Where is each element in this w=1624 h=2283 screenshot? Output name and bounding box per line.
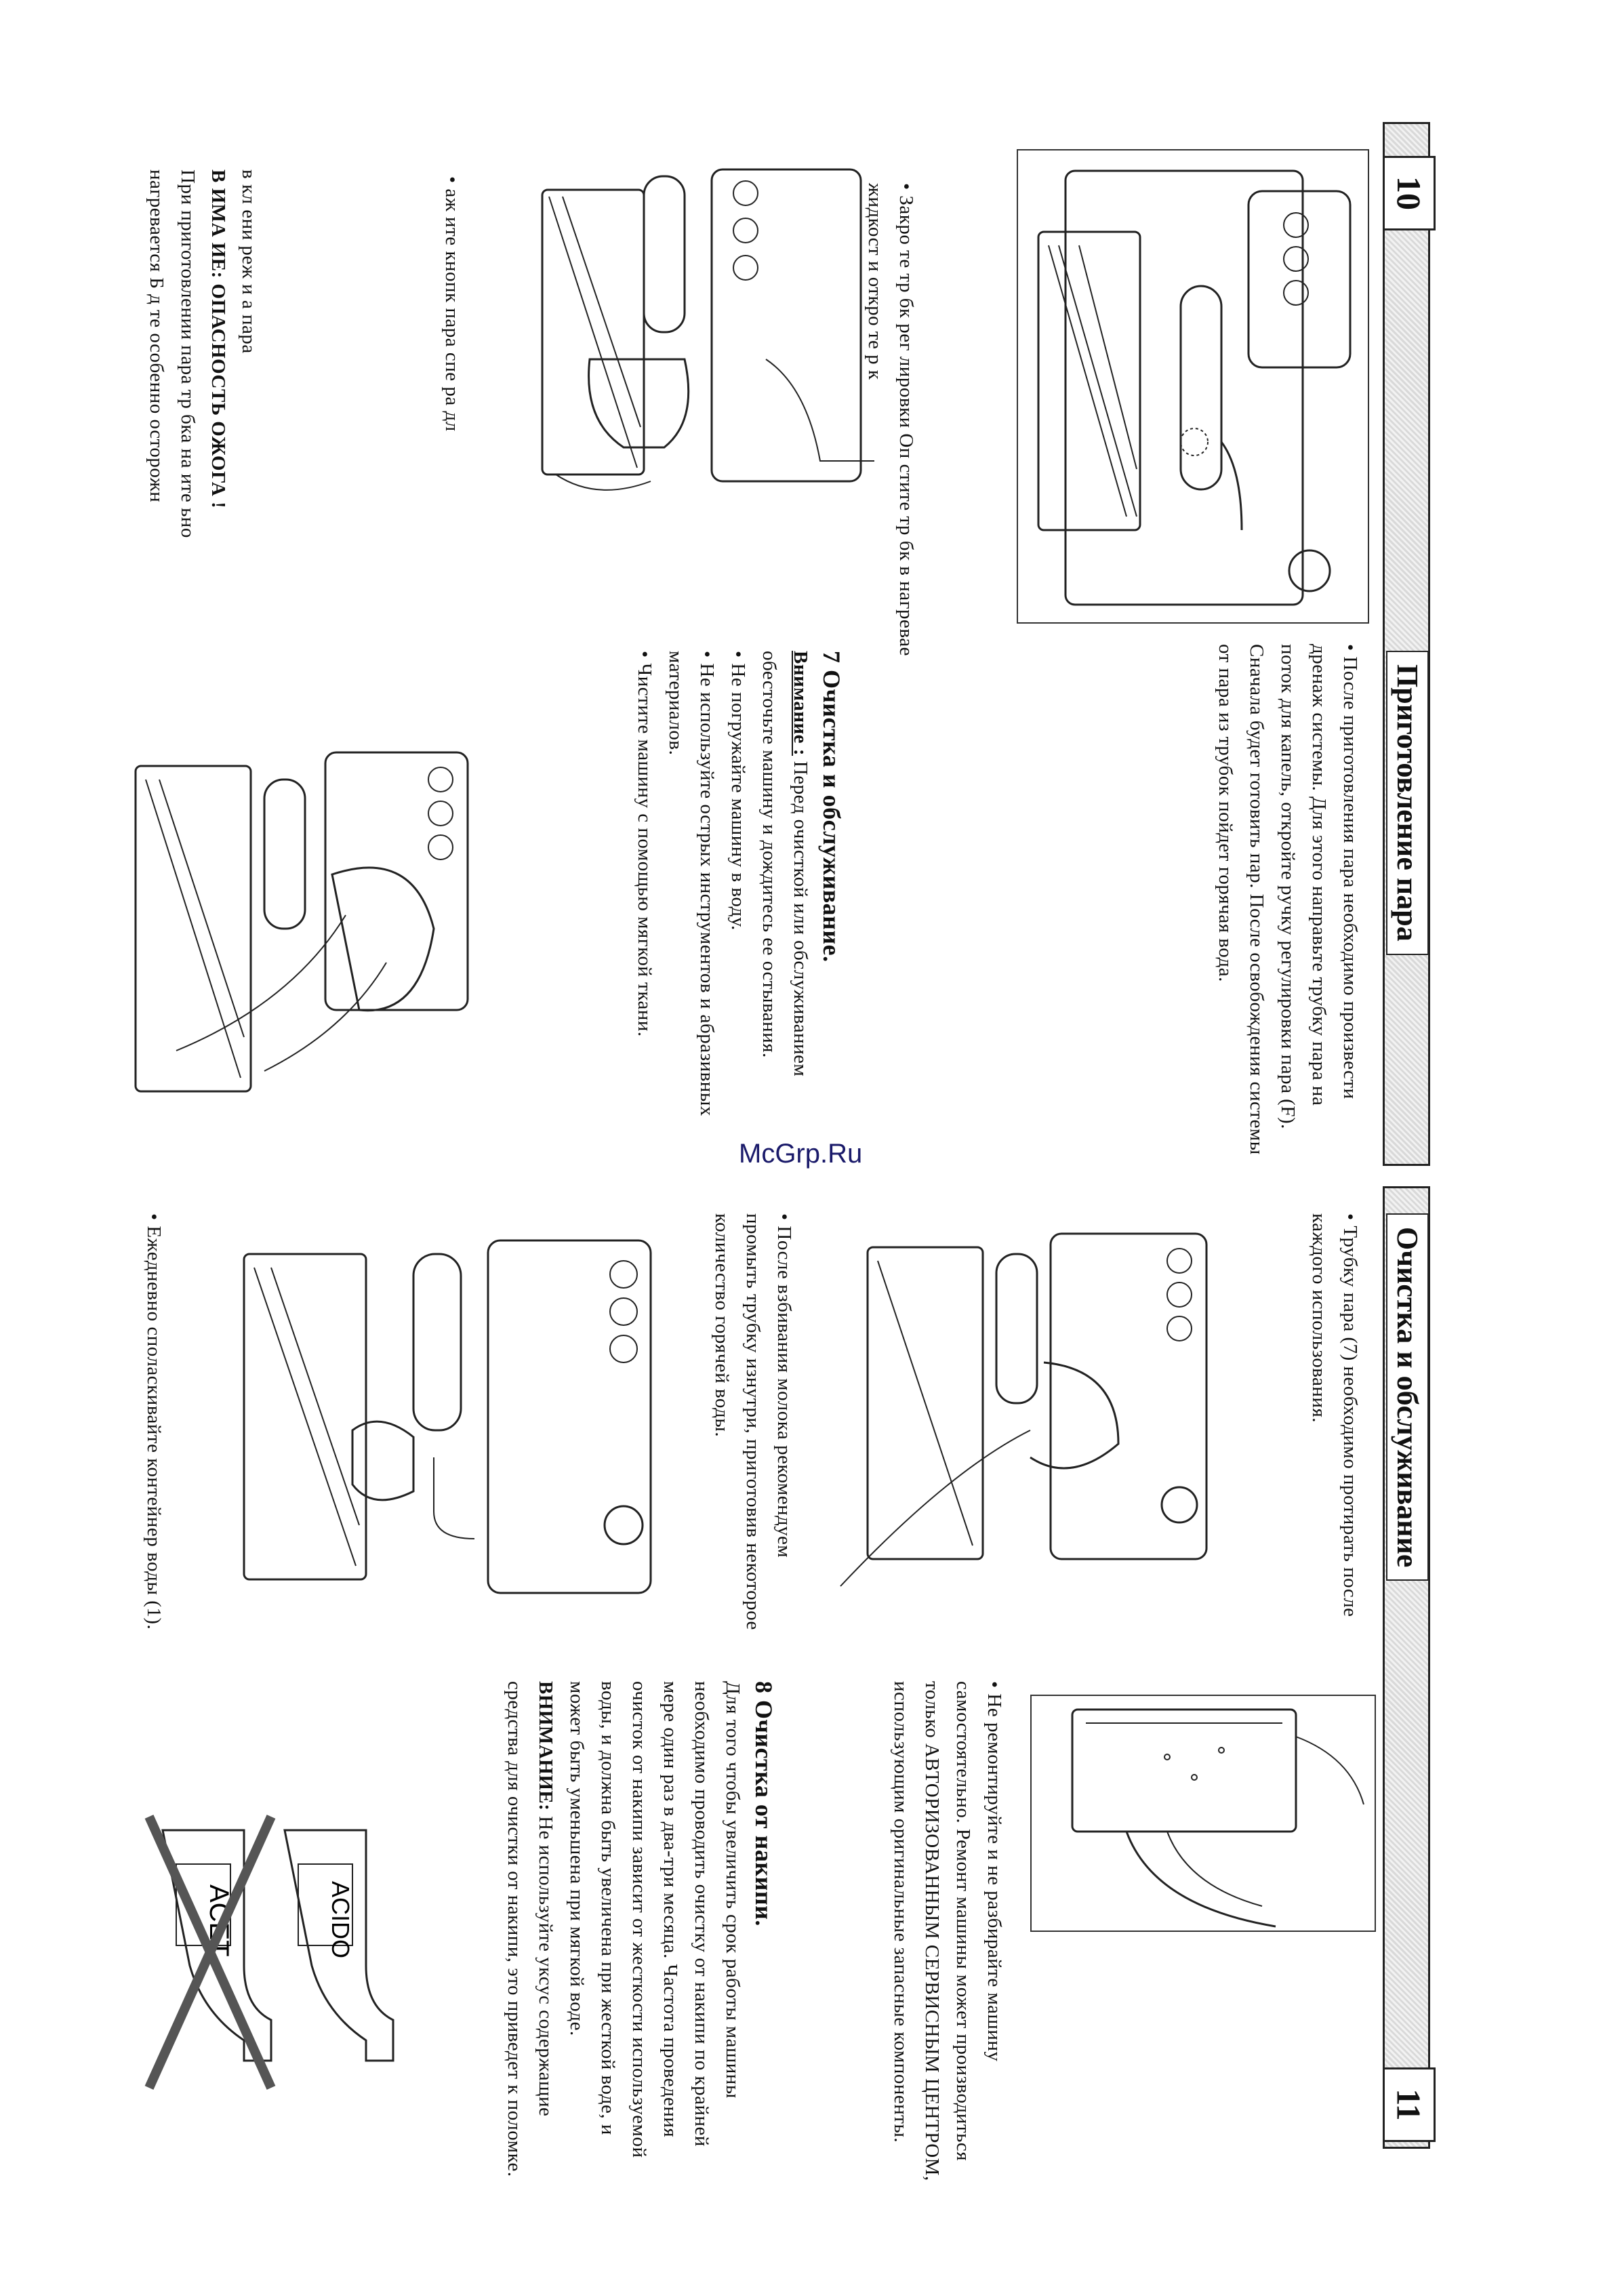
- cleaning-bullet-3: • Чистите машину с помощью мягкой ткани.: [634, 651, 655, 1037]
- watermark: McGrp.Ru: [739, 1139, 863, 1169]
- wipe-steam-pipe-illustration: [840, 1207, 1220, 1586]
- wipe-steam-pipe-text: • Трубку пара (7) необходимо протирать после каждого использования.: [1308, 1213, 1361, 1617]
- cleaning-attention: [754, 651, 816, 1139]
- water-container-illustration: [1030, 1695, 1376, 1932]
- section-title-steam: Приготовление пара: [1386, 651, 1429, 955]
- repair-warning-text: • Не ремонтируйте и не разбирайте машину самостоятельно. Ремонт машины может производиться только АВТОРИЗОВАННЫМ СЕРВИСНЫМ ЦЕНТРОМ, использующим оригинальные запасные компоненты.: [890, 1681, 1005, 2181]
- cleaning-title: 7 Очистка и обслуживание.: [818, 651, 845, 963]
- page-10-header-bar: [1383, 122, 1430, 1166]
- bottle-label-acet: ACET: [204, 1884, 234, 1957]
- rinse-water-container-text: • Ежедневно споласкивайте контейнер воды (1).: [143, 1213, 165, 1630]
- steam-mode-text: в кл ени реж и а пара: [238, 169, 260, 354]
- cleaning-attention-label: Внимание :: [790, 651, 811, 756]
- coffee-machine-icon: [1018, 150, 1371, 625]
- burn-warning-label: В ИМА ИЕ: ОПАСНОСТЬ ОЖОГА !: [207, 169, 229, 509]
- descale-section: [499, 1681, 779, 2183]
- press-steam-button-text: • аж ите кнопк пара спе ра дл: [441, 176, 463, 432]
- steam-instructions-text: • После приготовления пара необходимо произвести дренаж системы. Для этого направьте трубку пара на поток для капель, откройте ручку регулировки пара (F). Сначала будет готовить пар. После освобождения системы от пара из трубок пойдет горячая вода.: [1215, 644, 1361, 1155]
- page-number-11: 11: [1383, 2067, 1436, 2142]
- cloth-cleaning-illustration: [129, 739, 481, 1118]
- crossed-bottles-icon: [136, 1803, 393, 2101]
- cleaning-attention-text: Перед очисткой или обслуживанием обесточьте машину и дождитесь ее остывания.: [758, 651, 811, 1077]
- bottle-label-acido: ACIDO: [327, 1881, 354, 1959]
- descale-text: Для того чтобы увеличить срок работы машины необходимо проводить очистку от накипи по крайней мере один раз в два-три месяца. Частота проведения очисток от накипи зависит от жесткости используемой воды, и должна быть увеличена при жесткой воде, и может быть уменьшена при мягкой воде.: [566, 1681, 744, 2158]
- water-container-icon: [1032, 1696, 1377, 1933]
- page-number-10: 10: [1383, 156, 1436, 230]
- descale-attention-label: ВНИМАНИЕ:: [535, 1681, 556, 1811]
- burn-warning-text: При приготовлении пара тр бка на ите ьно нагревается Б д те особенно осторожн: [146, 169, 199, 538]
- steam-jug-illustration: [529, 136, 881, 515]
- cleaning-bullet-1: • Не погружайте машину в воду.: [727, 651, 749, 931]
- close-knob-text: • Закро те тр бк рег лировки Оп стите тр бк в нагревае жидкост и откро те р к: [864, 183, 917, 656]
- descale-title: 8 Очистка от накипи.: [750, 1681, 777, 1926]
- hot-water-cup-illustration: [230, 1213, 664, 1620]
- section-title-cleaning: Очистка и обслуживание: [1386, 1213, 1429, 1581]
- descale-attention-text: Не используйте уксус содержащие средства для очистки от накипи, это приведет к поломке.: [504, 1681, 556, 2177]
- descale-attention: [499, 1681, 561, 2183]
- cleaning-section: [629, 651, 847, 1139]
- coffee-machine-steam-illustration: [1017, 149, 1369, 624]
- rinse-steam-pipe-text: • После взбивания молока рекомендуем промыть трубку изнутри, приготовив некоторое количество горячей воды.: [711, 1213, 795, 1630]
- cleaning-bullet-2: • Не используйте острых инструментов и абразивных материалов.: [665, 651, 718, 1116]
